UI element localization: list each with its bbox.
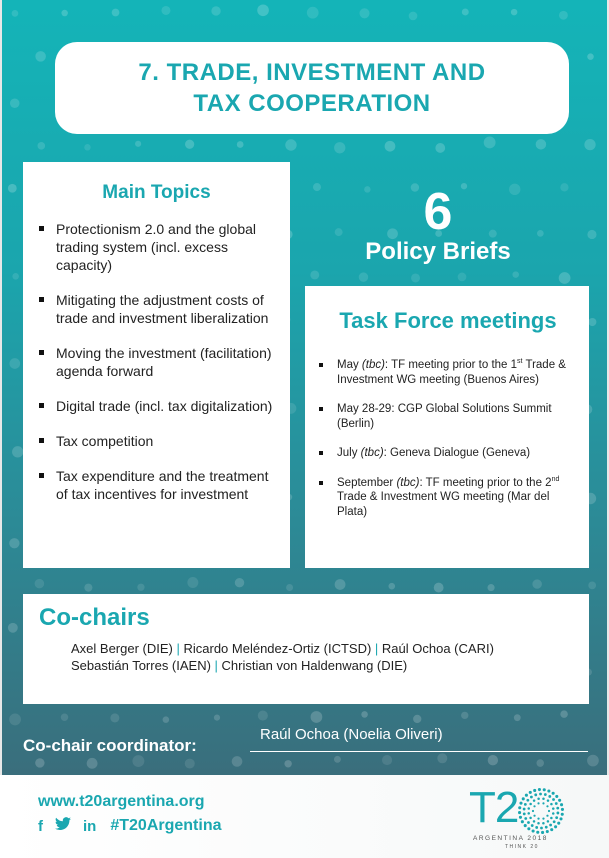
hashtag[interactable]: #T20Argentina (110, 817, 222, 834)
cochairs-line-1: Axel Berger (DIE) | Ricardo Meléndez-Ortiz (ICTSD) | Raúl Ochoa (CARI) (71, 641, 494, 656)
main-topics-panel (23, 162, 290, 568)
task-force-item: July (tbc): Geneva Dialogue (Geneva) (319, 446, 577, 461)
facebook-icon[interactable]: f (38, 817, 43, 835)
twitter-icon[interactable] (55, 817, 71, 835)
page-title-line1: 7. TRADE, INVESTMENT AND (138, 59, 486, 86)
topic-item: Protectionism 2.0 and the global trading system (incl. excess capacity) (39, 220, 280, 274)
cochair-name: Axel Berger (DIE) (71, 641, 173, 656)
task-force-heading: Task Force meetings (339, 308, 557, 333)
topic-item: Tax expenditure and the treatment of tax incentives for investment (39, 467, 280, 503)
logo-subtitle: ARGENTINA 2018 (473, 835, 548, 842)
cochairs-line-2: Sebastián Torres (IAEN) | Christian von Haldenwang (DIE) (71, 658, 408, 673)
page-title-line2: TAX COOPERATION (193, 90, 431, 117)
task-force-panel (305, 286, 589, 568)
topic-item: Mitigating the adjustment costs of trade and investment liberalization (39, 291, 280, 327)
coordinator-label: Co-chair coordinator: (23, 736, 197, 755)
task-force-list (319, 358, 577, 519)
task-force-item: May 28-29: CGP Global Solutions Summit (Berlin) (319, 402, 577, 431)
policy-briefs-block (330, 183, 546, 266)
policy-briefs-count: 6 (423, 183, 453, 241)
policy-briefs-label: Policy Briefs (365, 238, 511, 265)
topic-item: Digital trade (incl. tax digitalization) (39, 397, 280, 415)
logo-text: T2 (469, 783, 519, 832)
main-topics-heading: Main Topics (102, 182, 211, 203)
topic-item: Moving the investment (facilitation) agenda forward (39, 344, 280, 380)
social-links (38, 817, 221, 835)
left-edge (0, 0, 2, 858)
cochair-name: Christian von Haldenwang (DIE) (221, 658, 408, 673)
t20-logo (465, 783, 575, 855)
cochair-name: Ricardo Meléndez-Ortiz (ICTSD) (183, 641, 372, 656)
cochairs-heading: Co-chairs (39, 604, 150, 631)
coordinator-value: Raúl Ochoa (Noelia Oliveri) (250, 726, 588, 752)
topic-item: Tax competition (39, 432, 280, 450)
task-force-item: May (tbc): TF meeting prior to the 1st Trade & Investment WG meeting (Buenos Aires) (319, 358, 577, 387)
linkedin-icon[interactable]: in (83, 817, 97, 835)
logo-ring-icon (517, 787, 565, 835)
cochairs-panel (23, 594, 589, 704)
logo-think: THINK 20 (505, 844, 539, 850)
website-link[interactable]: www.t20argentina.org (38, 793, 205, 810)
task-force-item: September (tbc): TF meeting prior to the 2nd Trade & Investment WG meeting (Mar del Plata) (319, 476, 577, 520)
footer (0, 775, 609, 858)
main-topics-list (39, 220, 280, 503)
title-box (55, 42, 569, 134)
cochair-name: Raúl Ochoa (CARI) (381, 641, 494, 656)
cochair-name: Sebastián Torres (IAEN) (71, 658, 211, 673)
